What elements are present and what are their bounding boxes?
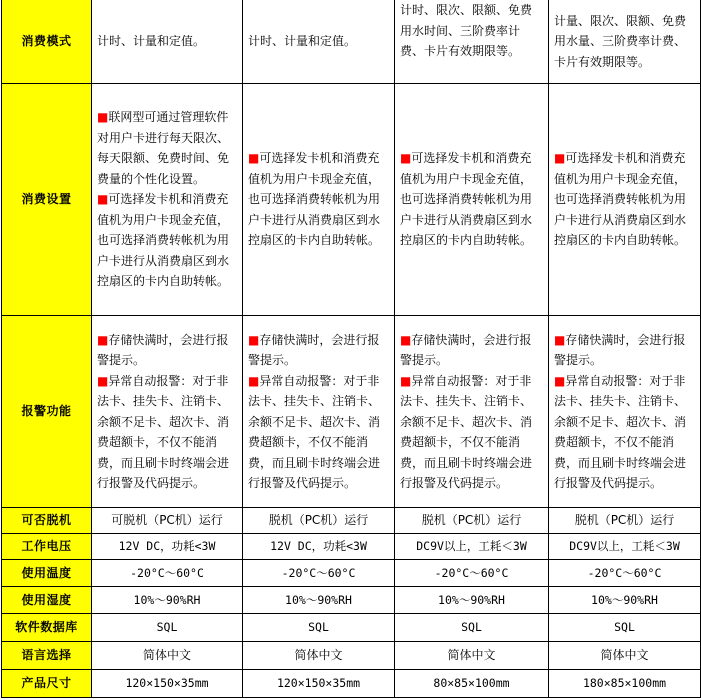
paragraph-text: 异常自动报警：对于非法卡、挂失卡、注销卡、余额不足卡、超次卡、消费超额卡，不仅不能消费，而且刷卡时终端会进行报警及代码提示。 [554,373,687,490]
cell: SQL [549,614,701,642]
red-square-bullet-icon: ■ [248,151,260,166]
cell: DC9V以上，工耗＜3W [395,534,549,560]
red-square-bullet-icon: ■ [97,110,109,125]
cell: 脱机（PC机）运行 [549,508,701,534]
cell: 计量、限次、限额、免费用水量、三阶费率计费、卡片有效期限等。 [549,0,701,84]
cell: -20°C～60°C [395,560,549,587]
cell: 简体中文 [92,642,243,670]
cell: -20°C～60°C [549,560,701,587]
paragraph-text: 存储快满时，会进行报警提示。 [97,332,229,367]
row-label: 消费设置 [2,84,92,316]
row-consumption-mode [2,0,701,84]
red-square-bullet-icon: ■ [554,151,566,166]
cell: 120×150×35mm [243,670,395,698]
row-label: 可否脱机 [2,508,92,534]
cell: 10%～90%RH [92,587,243,614]
paragraph [97,371,237,494]
paragraph-text: 可选择发卡机和消费充值机为用户卡现金充值，也可选择消费转帐机为用户卡进行从消费扇区到水控扇区的卡内自助转帐。 [400,151,533,248]
cell: 10%～90%RH [243,587,395,614]
paragraph [248,371,389,494]
cell: 计时、限次、限额、免费用水时间、三阶费率计费、卡片有效期限等。 [395,0,549,84]
cell [92,316,243,508]
paragraph [97,330,237,371]
red-square-bullet-icon: ■ [400,373,412,388]
paragraph [400,330,543,371]
cell: 12V DC，功耗<3W [243,534,395,560]
cell [549,84,701,316]
cell: 12V DC，功耗<3W [92,534,243,560]
cell: 120×150×35mm [92,670,243,698]
red-square-bullet-icon: ■ [554,332,566,347]
cell: SQL [92,614,243,642]
row-humidity [2,587,701,614]
paragraph-text: 可选择发卡机和消费充值机为用户卡现金充值，也可选择消费转帐机为用户卡进行从消费扇区到水控扇区的卡内自助转帐。 [248,151,381,248]
red-square-bullet-icon: ■ [97,373,109,388]
paragraph-text: 存储快满时，会进行报警提示。 [248,332,380,367]
row-label: 产品尺寸 [2,670,92,698]
red-square-bullet-icon: ■ [400,332,412,347]
paragraph-text: 可选择发卡机和消费充值机为用户卡现金充值，也可选择消费转帐机为用户卡进行从消费扇区到水控扇区的卡内自助转帐。 [554,151,687,248]
paragraph-text: 联网型可通过管理软件对用户卡进行每天限次、每天限额、免费时间、免费量的个性化设置。 [97,110,230,186]
cell: 80×85×100mm [395,670,549,698]
cell: 10%～90%RH [549,587,701,614]
cell [395,84,549,316]
cell: 计时、计量和定值。 [243,0,395,84]
paragraph [400,371,543,494]
paragraph [97,107,237,189]
cell: SQL [243,614,395,642]
red-square-bullet-icon: ■ [97,192,109,207]
cell: 180×85×100mm [549,670,701,698]
paragraph [97,189,237,292]
row-temperature [2,560,701,587]
paragraph [248,330,389,371]
cell [243,316,395,508]
paragraph [554,330,695,371]
cell [92,84,243,316]
red-square-bullet-icon: ■ [248,332,260,347]
paragraph-text: 异常自动报警：对于非法卡、挂失卡、注销卡、余额不足卡、超次卡、消费超额卡，不仅不能消费，而且刷卡时终端会进行报警及代码提示。 [97,373,230,490]
cell: -20°C～60°C [243,560,395,587]
row-label: 报警功能 [2,316,92,508]
row-database [2,614,701,642]
row-label: 语言选择 [2,642,92,670]
row-label: 软件数据库 [2,614,92,642]
red-square-bullet-icon: ■ [248,373,260,388]
spec-table [1,0,701,698]
red-square-bullet-icon: ■ [554,373,566,388]
red-square-bullet-icon: ■ [97,332,109,347]
row-voltage [2,534,701,560]
row-product-size [2,670,701,698]
paragraph-text: 异常自动报警：对于非法卡、挂失卡、注销卡、余额不足卡、超次卡、消费超额卡，不仅不能消费，而且刷卡时终端会进行报警及代码提示。 [400,373,533,490]
paragraph-text: 存储快满时，会进行报警提示。 [400,332,532,367]
cell: 可脱机（PC机）运行 [92,508,243,534]
cell: 脱机（PC机）运行 [395,508,549,534]
cell: SQL [395,614,549,642]
red-square-bullet-icon: ■ [400,151,412,166]
row-alarm-function [2,316,701,508]
cell: DC9V以上，工耗＜3W [549,534,701,560]
paragraph [554,371,695,494]
cell: 简体中文 [395,642,549,670]
cell [395,316,549,508]
paragraph-text: 异常自动报警：对于非法卡、挂失卡、注销卡、余额不足卡、超次卡、消费超额卡，不仅不能消费，而且刷卡时终端会进行报警及代码提示。 [248,373,381,490]
row-label: 消费模式 [2,0,92,84]
paragraph-text: 可选择发卡机和消费充值机为用户卡现金充值，也可选择消费转帐机为用户卡进行从消费扇区到水控扇区的卡内自助转帐。 [97,192,230,289]
cell: 10%～90%RH [395,587,549,614]
row-consumption-setting [2,84,701,316]
row-language [2,642,701,670]
cell: 脱机（PC机）运行 [243,508,395,534]
cell [243,84,395,316]
cell [549,316,701,508]
cell: 简体中文 [549,642,701,670]
row-offline [2,508,701,534]
row-label: 工作电压 [2,534,92,560]
cell: 简体中文 [243,642,395,670]
paragraph-text: 存储快满时，会进行报警提示。 [554,332,686,367]
row-label: 使用温度 [2,560,92,587]
cell: 计时、计量和定值。 [92,0,243,84]
row-label: 使用湿度 [2,587,92,614]
cell: -20°C～60°C [92,560,243,587]
